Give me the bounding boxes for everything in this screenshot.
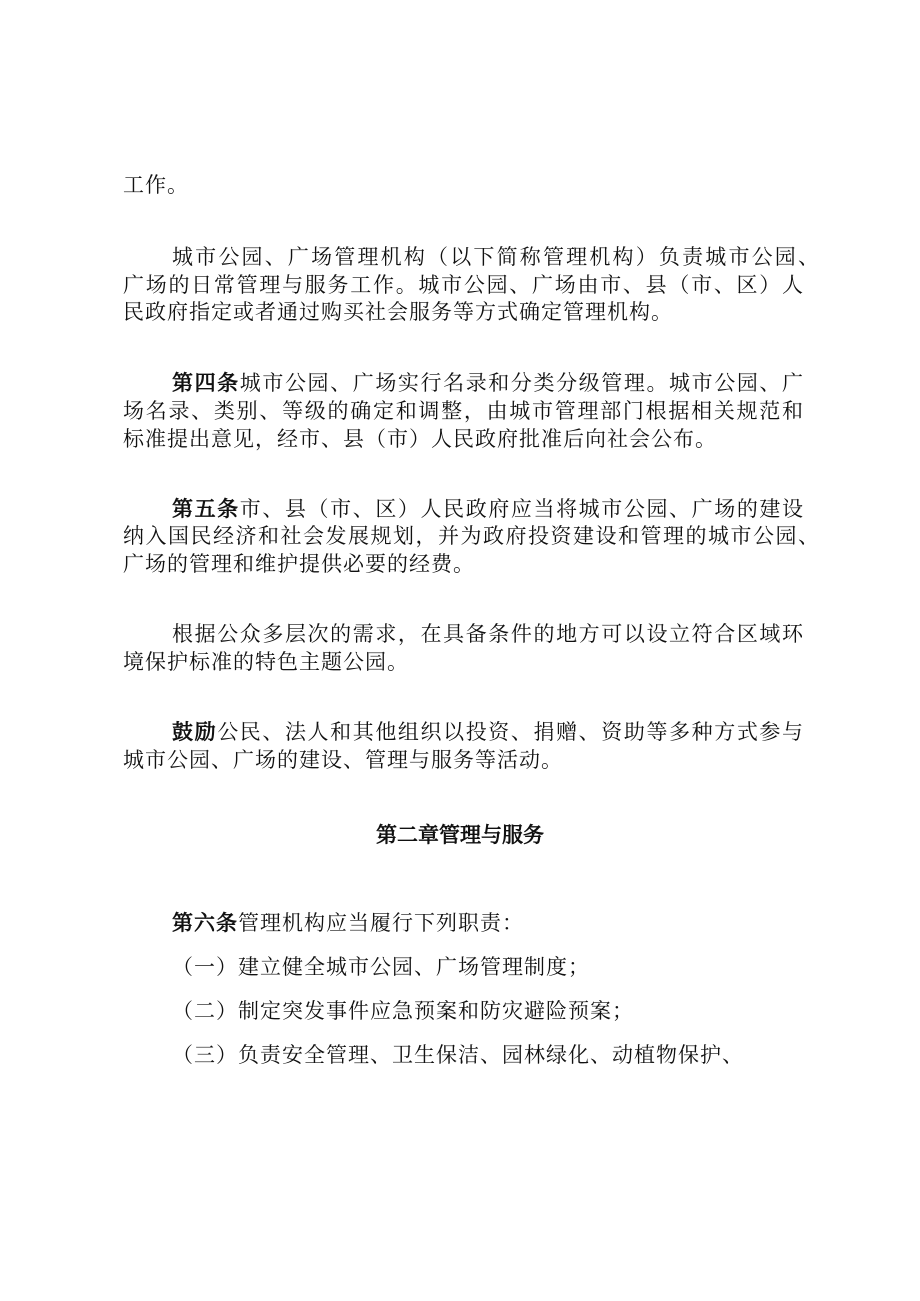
text-line: 场名录、类别、等级的确定和调整，由城市管理部门根据相关规范和 — [123, 399, 804, 423]
list-item: （三）负责安全管理、卫生保洁、园林绿化、动植物保护、 — [172, 1043, 744, 1067]
article-4-line — [172, 368, 804, 398]
list-item: （一）建立健全城市公园、广场管理制度； — [172, 955, 590, 979]
list-item: （二）制定突发事件应急预案和防灾避险预案； — [172, 999, 634, 1023]
text-line: 根据公众多层次的需求，在具备条件的地方可以设立符合区域环 — [172, 622, 804, 646]
text-line: 城市公园、广场的建设、管理与服务等活动。 — [123, 748, 563, 772]
text-line: 境保护标准的特色主题公园。 — [123, 650, 409, 674]
text-line: 民政府指定或者通过购买社会服务等方式确定管理机构。 — [123, 300, 673, 324]
article-label: 第四条 — [172, 371, 240, 395]
article-label: 第五条 — [172, 497, 240, 521]
article-6-line — [172, 908, 524, 938]
article-text: 城市公园、广场实行名录和分类分级管理。城市公园、广 — [239, 371, 804, 395]
text-line: 标准提出意见，经市、县（市）人民政府批准后向社会公布。 — [123, 427, 717, 451]
encourage-line — [172, 717, 804, 747]
text-line: 广场的日常管理与服务工作。城市公园、广场由市、县（市、区）人 — [123, 273, 804, 297]
article-text: 管理机构应当履行下列职责： — [238, 911, 524, 935]
article-text: 市、县（市、区）人民政府应当将城市公园、广场的建设 — [239, 497, 804, 521]
text-line: 城市公园、广场管理机构（以下简称管理机构）负责城市公园、 — [172, 245, 820, 269]
text-line: 纳入国民经济和社会发展规划，并为政府投资建设和管理的城市公园、 — [123, 524, 820, 548]
article-label: 第六条 — [172, 911, 238, 935]
encourage-label: 鼓励 — [172, 720, 218, 744]
text-line: 广场的管理和维护提供必要的经费。 — [123, 552, 475, 576]
text-line: 工作。 — [123, 173, 189, 197]
article-5-line — [172, 494, 804, 524]
chapter-title: 第二章管理与服务 — [376, 823, 544, 847]
paragraph-text: 公民、法人和其他组织以投资、捐赠、资助等多种方式参与 — [217, 720, 804, 744]
